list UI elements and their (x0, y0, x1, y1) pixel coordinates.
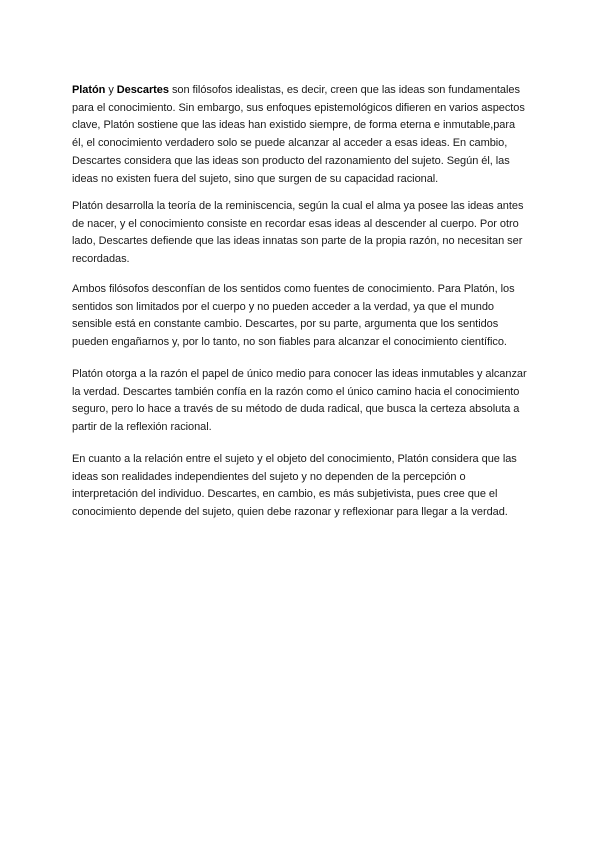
bold-descartes: Descartes (116, 84, 169, 96)
paragraph-reason: Platón otorga a la razón el papel de único medio para conocer las ideas inmutables y alcanzar la verdad. Descartes también confía en la razón como el único camino hacia el conocimiento seguro, pero lo hace a través de su método de duda radical, que busca la certeza absoluta a partir de la reflexión racional. (72, 368, 527, 434)
paragraph-subject-object: En cuanto a la relación entre el sujeto y el objeto del conocimiento, Platón considera que las ideas son realidades independientes del sujeto y no dependen de la percepción o interpretación del individuo. Descartes, en cambio, es más subjetivista, pues cree que el conocimiento depende del sujeto, quien debe razonar y reflexionar para llegar a la verdad. (72, 453, 517, 519)
paragraph-reminiscence: Platón desarrolla la teoría de la reminiscencia, según la cual el alma ya posee las ideas antes de nacer, y el conocimiento consiste en recordar esas ideas al descender al cuerpo. Por otro lado, Descartes defiende que las ideas innatas son parte de la propia razón, no necesitan ser recordadas. (72, 200, 524, 266)
connector-text: y (105, 84, 117, 96)
paragraph-senses: Ambos filósofos desconfían de los sentidos como fuentes de conocimiento. Para Platón, los sentidos son limitados por el cuerpo y no pueden acceder a la verdad, ya que el mundo sensible está en constante cambio. Descartes, por su parte, argumenta que los sentidos pueden engañarnos y, por lo tanto, no son fiables para alcanzar el conocimiento científico. (72, 283, 515, 349)
paragraph-intro-text: son filósofos idealistas, es decir, creen que las ideas son fundamentales para el conocimiento. Sin embargo, sus enfoques epistemológicos difieren en varios aspectos clave, Platón sostiene que las ideas han existido siempre, de forma eterna e inmutable,para él, el conocimiento verdadero solo se puede alcanzar al acceder a esas ideas. En cambio, Descartes considera que las ideas son producto del razonamiento del sujeto. Según él, las ideas no existen fuera del sujeto, sino que surgen de su capacidad racional. (72, 84, 525, 185)
bold-plato: Platón (72, 84, 106, 96)
paragraph-intro (72, 82, 528, 188)
